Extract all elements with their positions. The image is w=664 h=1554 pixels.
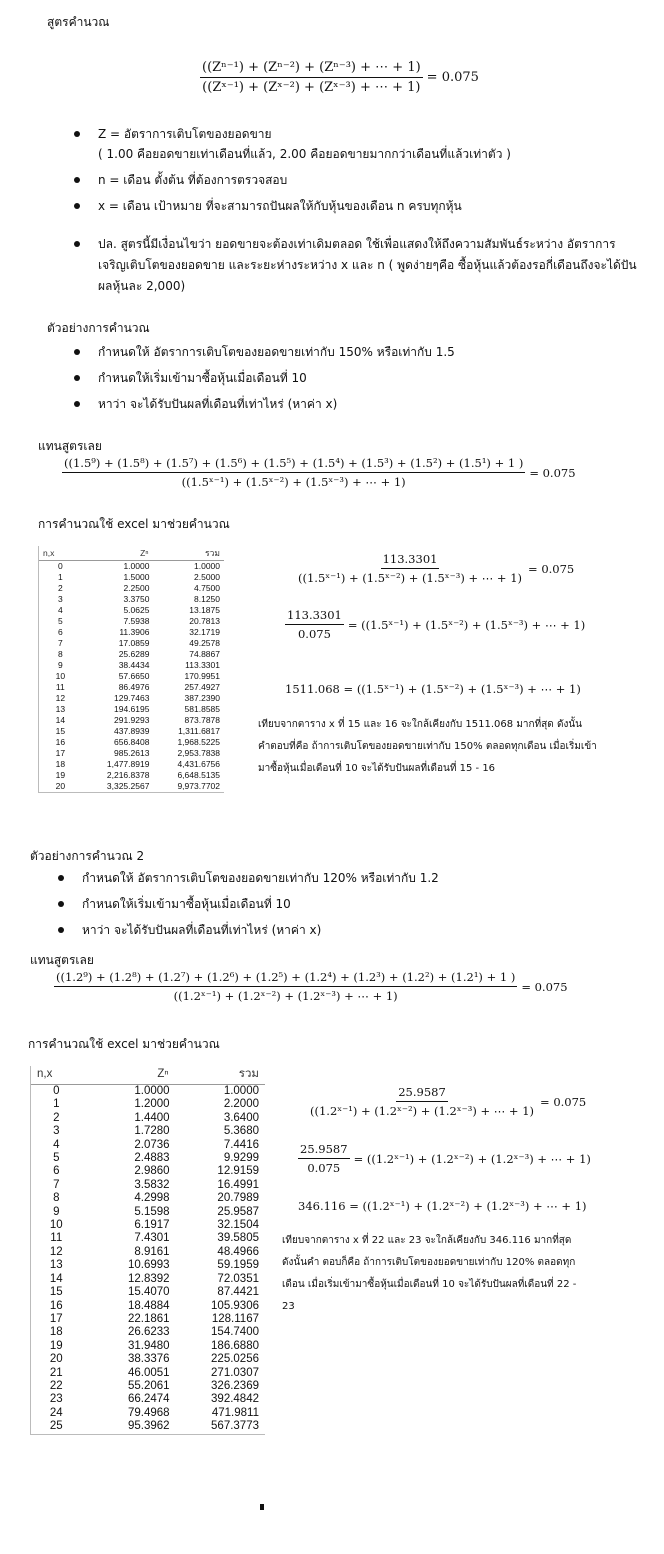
table-row: [31, 1353, 265, 1366]
cell-sum: 873.7878: [184, 715, 220, 725]
table-row: [31, 1286, 265, 1299]
example1-bullet: หาว่า จะได้รับปันผลที่เดือนที่เท่าไหร่ (หาค่า x): [72, 394, 632, 414]
table-row: [39, 627, 224, 638]
cell-sum: 257.4927: [184, 682, 220, 692]
cell-nx: 1: [53, 1098, 60, 1111]
cell-sum: 1,311.6817: [178, 726, 220, 736]
table-row: [31, 1393, 265, 1406]
cell-zn: 1.4400: [134, 1111, 170, 1124]
table-row: [39, 737, 224, 748]
cell-nx: 3: [53, 1125, 60, 1138]
cell-sum: 59.1959: [217, 1259, 259, 1272]
cell-zn: 3.5832: [134, 1178, 170, 1191]
cell-nx: 11: [55, 682, 65, 692]
cell-sum: 3.6400: [223, 1111, 259, 1124]
example1-excel-table: [38, 546, 224, 793]
cell-zn: 291.9293: [113, 715, 150, 725]
cell-nx: 17: [49, 1312, 63, 1325]
table-row: [31, 1259, 265, 1272]
cell-sum: 113.3301: [185, 660, 220, 670]
cell-nx: 17: [55, 748, 66, 758]
table-row: [31, 1326, 265, 1339]
cell-sum: 225.0256: [211, 1353, 259, 1366]
example2-eq1: $\frac{25.9587}{\text{((1.2ˣ⁻¹) + (1.2ˣ⁻²) + (1.2ˣ⁻³) + ⋯ + 1)}}$ = 0.075: [310, 1085, 587, 1118]
cell-nx: 16: [49, 1299, 63, 1312]
cell-nx: 9: [53, 1205, 60, 1218]
col-header-nx: n,x: [31, 1066, 82, 1085]
cell-nx: 8: [53, 1192, 60, 1205]
cell-sum: 471.9811: [211, 1406, 259, 1419]
cell-zn: 12.8392: [127, 1272, 170, 1285]
table-row: [39, 561, 224, 573]
cell-zn: 129.7463: [113, 693, 150, 703]
cell-zn: 1.7280: [134, 1125, 170, 1138]
cell-nx: 1: [57, 572, 63, 582]
cell-sum: 4,431.6756: [177, 759, 220, 769]
table-row: [31, 1367, 265, 1380]
cell-nx: 2: [57, 583, 63, 593]
cell-nx: 14: [49, 1272, 63, 1285]
table-row: [31, 1165, 265, 1178]
cell-nx: 7: [57, 638, 63, 648]
main-formula-numerator: ((Zⁿ⁻¹) + (Zⁿ⁻²) + (Zⁿ⁻³) + ⋯ + 1): [200, 60, 423, 78]
table-row: [31, 1313, 265, 1326]
table-row: [31, 1340, 265, 1353]
col-header-sum: รวม: [170, 1066, 265, 1085]
example1-eq2: $\frac{113.3301}{0.075}$ = ((1.5ˣ⁻¹) + (1.5ˣ⁻²) + (1.5ˣ⁻³) + ⋯ + 1): [287, 608, 586, 641]
cell-sum: 186.6880: [211, 1339, 259, 1352]
cell-sum: 326.2369: [211, 1379, 259, 1392]
cell-nx: 4: [57, 605, 63, 615]
cell-nx: 4: [53, 1138, 60, 1151]
cell-sum: 271.0307: [211, 1366, 259, 1379]
cell-nx: 20: [49, 1353, 63, 1366]
cell-sum: 154.7400: [211, 1326, 259, 1339]
cell-zn: 2.0736: [134, 1138, 170, 1151]
cell-zn: 38.3376: [127, 1353, 170, 1366]
table-row: [39, 572, 224, 583]
table-row: [31, 1192, 265, 1205]
definition-item: n = เดือน ตั้งต้น ที่ต้องการตรวจสอบ: [72, 170, 652, 190]
table-row: [39, 638, 224, 649]
cell-zn: 2.9860: [134, 1165, 170, 1178]
example2-bullet: หาว่า จะได้รับปันผลที่เดือนที่เท่าไหร่ (หาค่า x): [56, 920, 616, 940]
example2-substitution-formula: ((1.2⁹) + (1.2⁸) + (1.2⁷) + (1.2⁶) + (1.2⁵) + (1.2⁴) + (1.2³) + (1.2²) + (1.2¹) + 1 ) ((1.2ˣ⁻¹) + (1.2ˣ⁻²) + (1.2ˣ⁻³) + ⋯ + 1) = 0.075: [56, 970, 568, 1003]
cell-zn: 5.1598: [134, 1205, 170, 1218]
cell-zn: 4.2998: [134, 1192, 170, 1205]
table-row: [31, 1219, 265, 1232]
cell-zn: 1.5000: [123, 572, 150, 582]
cell-zn: 5.0625: [123, 605, 150, 615]
example1-bullet: กำหนดให้เริ่มเข้ามาซื้อหุ้นเมื่อเดือนที่ 10: [72, 368, 632, 388]
example1-conclusion: เทียบจากตาราง x ที่ 15 และ 16 จะใกล้เคียงกับ 1511.068 มากที่สุด ดังนั้น คำตอบที่คือ ถ้าการเติบโตของยอดขายเท่ากับ 150% ตลอดทุกเดือน เมื่อเริ่มเข้า มาซื้อหุ้นเมื่อเดือนที่ 10 จะได้รับปันผลที่เดือนที่ 15 - 16: [258, 719, 597, 774]
table-row: [39, 605, 224, 616]
cell-nx: 22: [49, 1379, 63, 1392]
cell-nx: 15: [55, 726, 66, 736]
cell-zn: 95.3962: [127, 1420, 170, 1433]
cell-nx: 10: [49, 1219, 63, 1232]
cell-zn: 7.4301: [134, 1232, 170, 1245]
col-header-zn: Zⁿ: [82, 1066, 170, 1085]
table-row: [31, 1300, 265, 1313]
table-row: [31, 1125, 265, 1138]
cell-zn: 11.3906: [119, 627, 150, 637]
cell-sum: 9.9299: [223, 1152, 259, 1165]
cell-zn: 2,216.8378: [106, 770, 150, 780]
table-row: [31, 1179, 265, 1192]
cell-zn: 25.6289: [118, 649, 150, 659]
example2-substitute-label: แทนสูตรเลย: [30, 953, 94, 967]
cell-nx: 12: [49, 1245, 63, 1258]
cell-nx: 7: [53, 1178, 60, 1191]
example1-bullet: กำหนดให้ อัตราการเติบโตของยอดขายเท่ากับ 150% หรือเท่ากับ 1.5: [72, 342, 632, 362]
table-row: [31, 1246, 265, 1259]
cell-nx: 6: [57, 627, 63, 637]
table-row: [39, 726, 224, 737]
cell-zn: 10.6993: [127, 1259, 170, 1272]
table-row: [31, 1273, 265, 1286]
cell-zn: 79.4968: [127, 1406, 170, 1419]
cell-sum: 72.0351: [217, 1272, 259, 1285]
cell-nx: 3: [57, 594, 63, 604]
cell-nx: 12: [55, 693, 66, 703]
cell-nx: 8: [57, 649, 63, 659]
table-row: [39, 704, 224, 715]
table-row: [39, 583, 224, 594]
example2-excel-table: [30, 1066, 265, 1435]
cell-zn: 8.9161: [134, 1245, 170, 1258]
cell-sum: 2.5000: [194, 572, 220, 582]
table-row: [39, 770, 224, 781]
cell-nx: 0: [53, 1085, 60, 1097]
cell-sum: 105.9306: [211, 1299, 259, 1312]
cell-sum: 7.4416: [223, 1138, 259, 1151]
cell-sum: 5.3680: [223, 1125, 259, 1138]
cell-sum: 567.3773: [211, 1420, 259, 1433]
cell-sum: 48.4966: [217, 1245, 259, 1258]
cell-zn: 15.4070: [127, 1286, 170, 1299]
col-header-zn: Zⁿ: [82, 546, 150, 561]
example1-excel-label: การคำนวณใช้ excel มาช่วยคำนวณ: [38, 517, 230, 531]
cell-zn: 31.9480: [127, 1339, 170, 1352]
table-row: [31, 1420, 265, 1433]
definition-item: Z = อัตราการเติบโตของยอดขาย ( 1.00 คือยอดขายเท่าเดือนที่แล้ว, 2.00 คือยอดขายมากกว่าเดือนที่แล้วเท่าตัว ): [72, 124, 652, 164]
cell-sum: 1,968.5225: [177, 737, 220, 747]
table-row: [31, 1098, 265, 1111]
cell-nx: 15: [49, 1286, 63, 1299]
cell-zn: 38.4434: [118, 660, 150, 670]
table-row: [39, 682, 224, 693]
main-formula-denominator: ((Zˣ⁻¹) + (Zˣ⁻²) + (Zˣ⁻³) + ⋯ + 1): [202, 80, 421, 95]
cell-nx: 18: [55, 759, 66, 769]
example2-eq2: $\frac{25.9587}{0.075}$ = ((1.2ˣ⁻¹) + (1.2ˣ⁻²) + (1.2ˣ⁻³) + ⋯ + 1): [300, 1142, 591, 1175]
cell-zn: 55.2061: [127, 1379, 170, 1392]
cell-zn: 2.4883: [134, 1152, 170, 1165]
cell-sum: 39.5805: [217, 1232, 259, 1245]
example1-substitute-label: แทนสูตรเลย: [38, 439, 102, 453]
cell-zn: 3,325.2567: [106, 781, 150, 791]
cell-nx: 5: [53, 1152, 60, 1165]
cell-nx: 0: [57, 561, 63, 571]
cell-nx: 24: [49, 1406, 63, 1419]
note-item: ปล. สูตรนี้มีเงื่อนไขว่า ยอดขายจะต้องเท่าเดิมตลอด ใช้เพื่อแสดงให้ถึงความสัมพันธ์ระหว่าง อัตราการ เจริญเติบโตของยอดขาย และระยะห่างระหว่าง x และ n ( พูดง่ายๆคือ ซื้อหุ้นแล้วต้องรอกี่เดือนถึงจะได้ปัน ผลหุ้นละ 2,000): [72, 234, 657, 297]
cell-sum: 581.8585: [184, 704, 220, 714]
definition-item: x = เดือน เป้าหมาย ที่จะสามารถปันผลให้กับหุ้นของเดือน n ครบทุกหุ้น: [72, 196, 652, 216]
cell-zn: 656.8408: [113, 737, 150, 747]
example1-substitution-formula: ((1.5⁹) + (1.5⁸) + (1.5⁷) + (1.5⁶) + (1.5⁵) + (1.5⁴) + (1.5³) + (1.5²) + (1.5¹) + 1 ) ((1.5ˣ⁻¹) + (1.5ˣ⁻²) + (1.5ˣ⁻³) + ⋯ + 1) = 0.075: [64, 456, 576, 489]
cell-sum: 20.7989: [217, 1192, 259, 1205]
cell-nx: 20: [55, 781, 66, 791]
cell-sum: 25.9587: [217, 1205, 259, 1218]
cell-sum: 6,648.5135: [177, 770, 220, 780]
cell-nx: 11: [50, 1232, 63, 1245]
example1-bullets: [72, 342, 632, 420]
col-header-nx: n,x: [39, 546, 82, 561]
cell-sum: 20.7813: [189, 616, 220, 626]
cell-sum: 392.4842: [211, 1393, 259, 1406]
cell-zn: 66.2474: [127, 1393, 170, 1406]
cell-nx: 19: [55, 770, 66, 780]
cell-zn: 1.0000: [123, 561, 150, 571]
table-row: [31, 1112, 265, 1125]
cell-zn: 2.2500: [123, 583, 150, 593]
cell-zn: 7.5938: [123, 616, 150, 626]
main-formula-result: = 0.075: [426, 70, 479, 85]
example2-conclusion: เทียบจากตาราง x ที่ 22 และ 23 จะใกล้เคียงกับ 346.116 มากที่สุด ดังนั้นคำ ตอบก็คือ ถ้าการเติบโตของยอดขายเท่ากับ 120% ตลอดทุก เดือน เมื่อเริ่มเข้ามาซื้อหุ้นเมื่อเดือนที่ 10 จะได้รับปันผลที่เดือนที่ 22 - 23: [282, 1235, 577, 1312]
table-row: [39, 671, 224, 682]
cell-zn: 86.4976: [118, 682, 150, 692]
cell-zn: 1.2000: [134, 1098, 170, 1111]
col-header-sum: รวม: [149, 546, 224, 561]
cell-sum: 32.1719: [189, 627, 220, 637]
table-row: [31, 1152, 265, 1165]
cell-nx: 6: [53, 1165, 60, 1178]
table-row: [31, 1232, 265, 1245]
cell-sum: 2,953.7838: [177, 748, 220, 758]
cell-nx: 13: [49, 1259, 63, 1272]
table-row: [39, 649, 224, 660]
cell-sum: 128.1167: [211, 1312, 259, 1325]
table-row: [31, 1206, 265, 1219]
cell-nx: 2: [53, 1111, 60, 1124]
table-row: [31, 1380, 265, 1393]
cell-zn: 18.4884: [127, 1299, 170, 1312]
cell-zn: 6.1917: [134, 1219, 170, 1232]
table-row: [39, 748, 224, 759]
example1-eq1: $\frac{113.3301}{\text{((1.5ˣ⁻¹) + (1.5ˣ⁻²) + (1.5ˣ⁻³) + ⋯ + 1)}}$ = 0.075: [298, 552, 575, 585]
cell-nx: 13: [55, 704, 66, 714]
cell-nx: 16: [55, 737, 66, 747]
table-row: [39, 759, 224, 770]
cell-sum: 16.4991: [217, 1178, 259, 1191]
cell-zn: 46.0051: [127, 1366, 170, 1379]
cell-sum: 387.2390: [184, 693, 220, 703]
cell-sum: 8.1250: [194, 594, 220, 604]
cell-sum: 170.9951: [184, 671, 220, 681]
cell-nx: 25: [49, 1420, 63, 1433]
cell-sum: 32.1504: [217, 1219, 259, 1232]
cell-nx: 5: [57, 616, 63, 626]
cell-zn: 1.0000: [134, 1085, 170, 1097]
example2-excel-label: การคำนวณใช้ excel มาช่วยคำนวณ: [28, 1037, 220, 1051]
cell-zn: 985.2613: [113, 748, 150, 758]
cell-sum: 9,973.7702: [177, 781, 220, 791]
table-row: [31, 1139, 265, 1152]
table-row: [31, 1085, 265, 1099]
cell-nx: 14: [55, 715, 66, 725]
cell-sum: 87.4421: [217, 1286, 259, 1299]
cell-nx: 21: [49, 1366, 63, 1379]
example2-bullets: [56, 868, 616, 946]
example2-bullet: กำหนดให้เริ่มเข้ามาซื้อหุ้นเมื่อเดือนที่ 10: [56, 894, 616, 914]
definitions-list: [72, 124, 652, 222]
table-row: [39, 660, 224, 671]
cell-sum: 2.2000: [223, 1098, 259, 1111]
cell-zn: 17.0859: [118, 638, 150, 648]
cell-zn: 1,477.8919: [106, 759, 150, 769]
table-resize-handle[interactable]: [260, 1504, 264, 1510]
example1-title: ตัวอย่างการคำนวณ: [47, 321, 150, 335]
cell-sum: 12.9159: [217, 1165, 259, 1178]
example1-eq3: 1511.068 = ((1.5ˣ⁻¹) + (1.5ˣ⁻²) + (1.5ˣ⁻³) + ⋯ + 1): [285, 682, 581, 696]
page-heading: สูตรคำนวณ: [47, 15, 110, 29]
cell-zn: 26.6233: [127, 1326, 170, 1339]
cell-nx: 18: [49, 1326, 63, 1339]
table-row: [39, 781, 224, 792]
main-formula: [200, 60, 479, 95]
cell-zn: 437.8939: [113, 726, 150, 736]
example2-bullet: กำหนดให้ อัตราการเติบโตของยอดขายเท่ากับ 120% หรือเท่ากับ 1.2: [56, 868, 616, 888]
table-row: [39, 693, 224, 704]
example2-title: ตัวอย่างการคำนวณ 2: [30, 849, 145, 863]
cell-sum: 4.7500: [194, 583, 220, 593]
cell-nx: 23: [49, 1393, 63, 1406]
cell-sum: 1.0000: [194, 561, 220, 571]
cell-zn: 3.3750: [123, 594, 150, 604]
cell-sum: 13.1875: [189, 605, 220, 615]
cell-sum: 74.8867: [189, 649, 220, 659]
cell-zn: 57.6650: [118, 671, 150, 681]
cell-nx: 10: [55, 671, 66, 681]
table-row: [39, 594, 224, 605]
table-row: [39, 616, 224, 627]
cell-sum: 49.2578: [189, 638, 220, 648]
cell-sum: 1.0000: [223, 1085, 259, 1097]
cell-nx: 19: [49, 1339, 63, 1352]
cell-zn: 22.1861: [127, 1312, 170, 1325]
cell-zn: 194.6195: [113, 704, 150, 714]
table-row: [31, 1407, 265, 1420]
example2-eq3: 346.116 = ((1.2ˣ⁻¹) + (1.2ˣ⁻²) + (1.2ˣ⁻³) + ⋯ + 1): [298, 1199, 587, 1213]
table-row: [39, 715, 224, 726]
cell-nx: 9: [57, 660, 63, 670]
note-block: [72, 234, 657, 303]
